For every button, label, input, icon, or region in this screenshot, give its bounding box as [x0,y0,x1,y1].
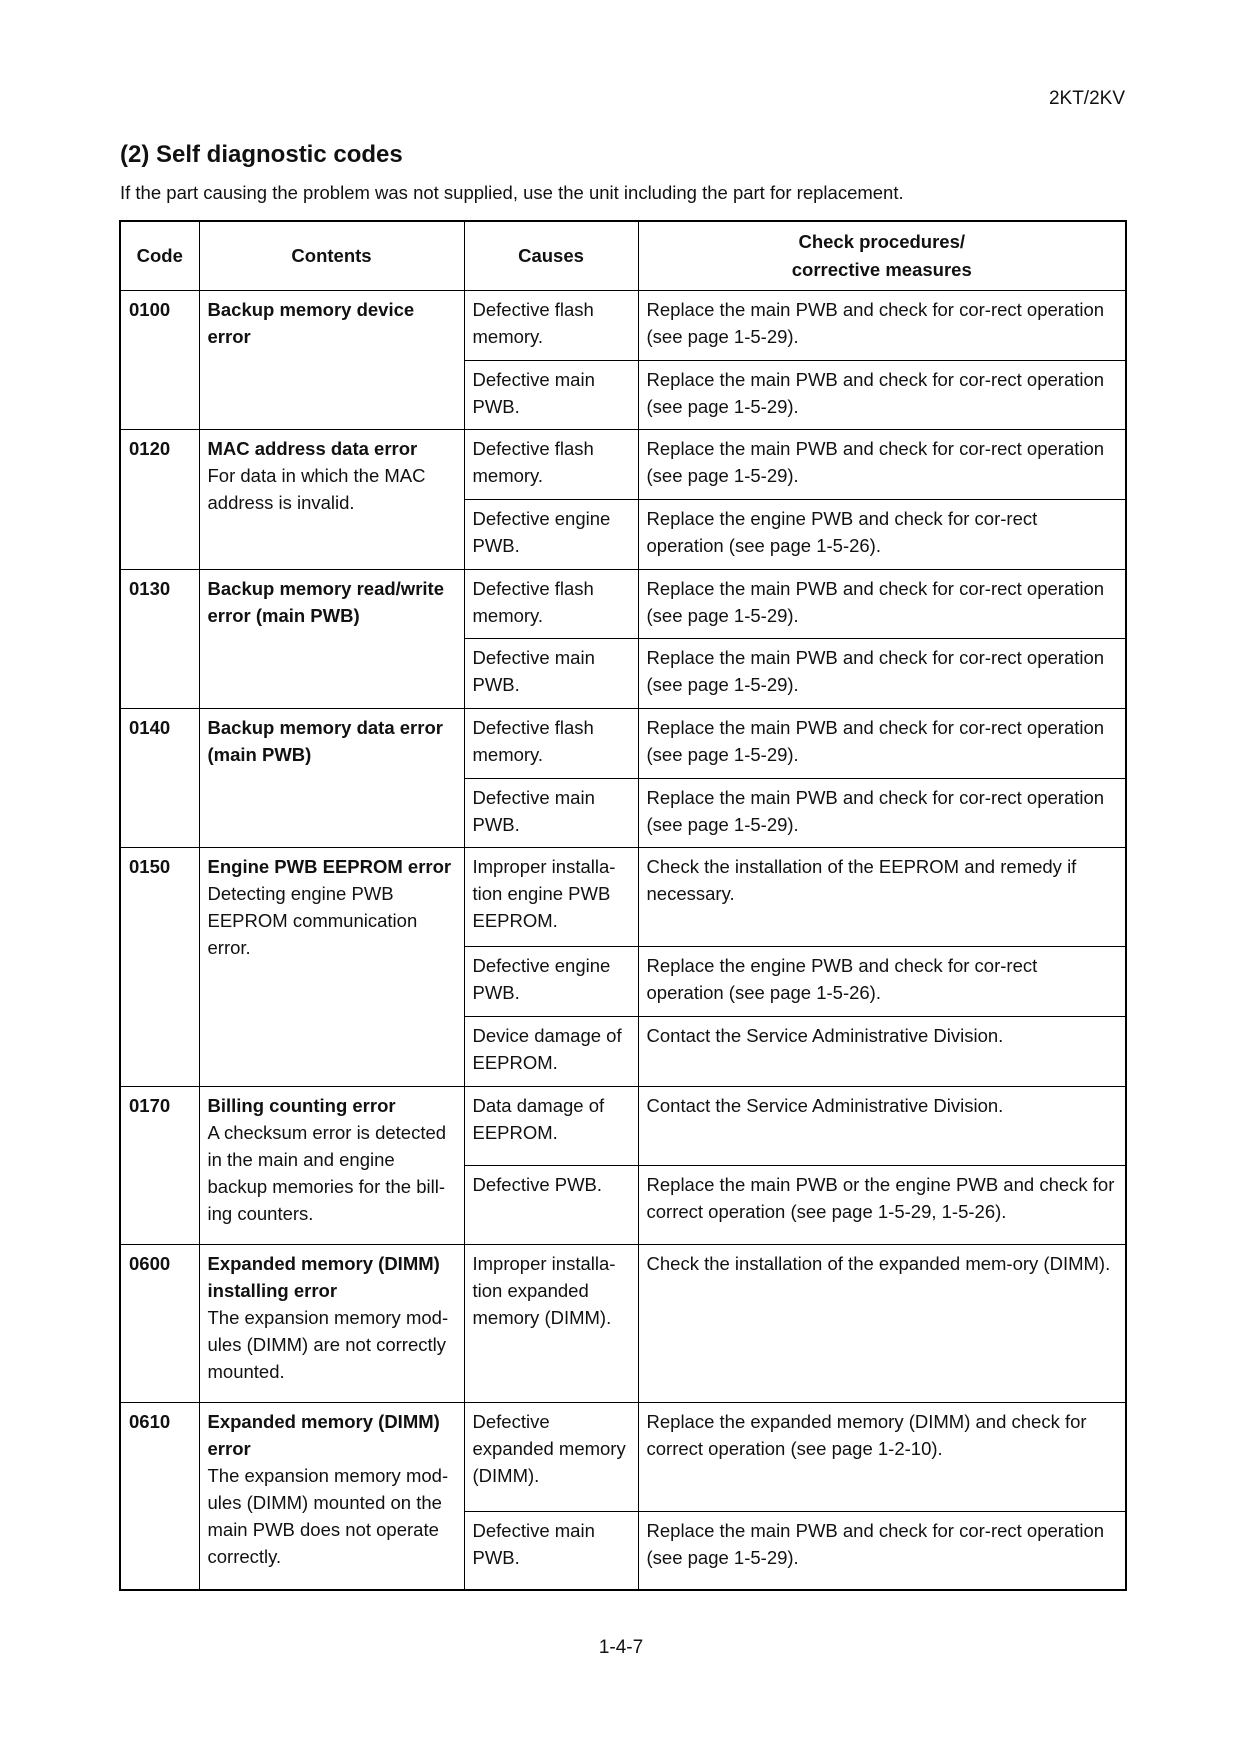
error-code: 0600 [120,1244,199,1402]
cause-cell: Defective engine PWB. [464,500,638,570]
page-number: 1-4-7 [598,1637,644,1658]
check-procedure-cell: Replace the main PWB and check for cor-rect operation (see page 1-5-29). [638,778,1126,848]
error-description: A checksum error is detected in the main and engine backup memories for the bill-ing counters. [207,1121,447,1224]
error-code: 0100 [120,291,199,430]
cause-cell: Defective flash memory. [464,430,638,500]
table-row [120,569,1126,639]
check-procedure-cell: Replace the main PWB and check for cor-rect operation (see page 1-5-29). [638,639,1126,709]
error-code: 0170 [120,1086,199,1244]
table-row [120,1244,1126,1402]
error-code: 0130 [120,569,199,708]
error-contents [199,1244,464,1402]
check-procedure-cell: Replace the main PWB and check for cor-rect operation (see page 1-5-29). [638,709,1126,779]
cause-cell: Device damage of EEPROM. [464,1017,638,1087]
table-row [120,709,1126,779]
check-procedure-cell: Replace the main PWB and check for cor-rect operation (see page 1-5-29). [638,291,1126,361]
error-contents [199,291,464,430]
error-title: Backup memory data error (main PWB) [207,717,443,766]
table-row [120,1086,1126,1165]
cause-cell: Defective expanded memory (DIMM). [464,1402,638,1512]
section-title: (2) Self diagnostic codes [120,141,403,168]
check-procedure-cell: Replace the main PWB or the engine PWB and check for correct operation (see page 1-5-29, 1-5-26). [638,1165,1126,1244]
table-header-row [120,221,1126,291]
cause-cell: Data damage of EEPROM. [464,1086,638,1165]
error-description: Detecting engine PWB EEPROM communication error. [207,883,418,959]
table-body [120,291,1126,1591]
check-procedure-cell: Replace the engine PWB and check for cor-rect operation (see page 1-5-26). [638,947,1126,1017]
error-title: Expanded memory (DIMM) installing error [207,1252,440,1301]
error-contents [199,848,464,1086]
check-procedure-cell: Replace the main PWB and check for cor-rect operation (see page 1-5-29). [638,430,1126,500]
check-procedure-cell: Replace the main PWB and check for cor-rect operation (see page 1-5-29). [638,569,1126,639]
error-title: Backup memory read/write error (main PWB) [207,577,444,626]
cause-cell: Improper installa-tion expanded memory (DIMM). [464,1244,638,1402]
cause-cell: Defective main PWB. [464,360,638,430]
table-row [120,291,1126,361]
error-contents [199,569,464,708]
table-row [120,848,1126,947]
error-description: For data in which the MAC address is invalid. [207,465,426,514]
error-title: MAC address data error [207,438,418,460]
check-procedure-cell: Contact the Service Administrative Division. [638,1017,1126,1087]
check-procedure-cell: Contact the Service Administrative Division. [638,1086,1126,1165]
error-code: 0150 [120,848,199,1086]
check-procedure-cell: Replace the expanded memory (DIMM) and check for correct operation (see page 1-2-10). [638,1402,1126,1512]
cause-cell: Defective main PWB. [464,1512,638,1590]
error-contents [199,430,464,569]
error-code: 0610 [120,1402,199,1590]
check-procedure-cell: Replace the engine PWB and check for cor-rect operation (see page 1-5-26). [638,500,1126,570]
error-description: The expansion memory mod-ules (DIMM) are not correctly mounted. [207,1306,449,1382]
check-procedure-cell: Check the installation of the expanded mem-ory (DIMM). [638,1244,1126,1402]
cause-cell: Improper installa-tion engine PWB EEPROM. [464,848,638,947]
check-procedure-cell: Replace the main PWB and check for cor-rect operation (see page 1-5-29). [638,360,1126,430]
table-row [120,1402,1126,1512]
column-header-contents: Contents [199,221,464,291]
error-code: 0140 [120,709,199,848]
error-title: Billing counting error [207,1094,396,1116]
cause-cell: Defective main PWB. [464,778,638,848]
document-code: 2KT/2KV [1048,88,1125,109]
cause-cell: Defective flash memory. [464,709,638,779]
check-procedure-cell: Replace the main PWB and check for cor-rect operation (see page 1-5-29). [638,1512,1126,1590]
diagnostic-codes-table [119,220,1127,1591]
error-title: Expanded memory (DIMM) error [207,1410,440,1459]
table-row [120,430,1126,500]
check-procedure-cell: Check the installation of the EEPROM and remedy if necessary. [638,848,1126,947]
intro-text: If the part causing the problem was not supplied, use the unit including the part for replacement. [120,182,904,203]
column-header-check: Check procedures/ corrective measures [638,221,1126,291]
cause-cell: Defective flash memory. [464,569,638,639]
error-contents [199,1086,464,1244]
cause-cell: Defective engine PWB. [464,947,638,1017]
cause-cell: Defective flash memory. [464,291,638,361]
error-contents [199,709,464,848]
error-contents [199,1402,464,1590]
cause-cell: Defective PWB. [464,1165,638,1244]
cause-cell: Defective main PWB. [464,639,638,709]
error-description: The expansion memory mod-ules (DIMM) mounted on the main PWB does not operate correctly. [207,1464,449,1567]
column-header-code: Code [120,221,199,291]
error-title: Backup memory device error [207,299,415,347]
error-title: Engine PWB EEPROM error [207,856,452,878]
column-header-causes: Causes [464,221,638,291]
error-code: 0120 [120,430,199,569]
